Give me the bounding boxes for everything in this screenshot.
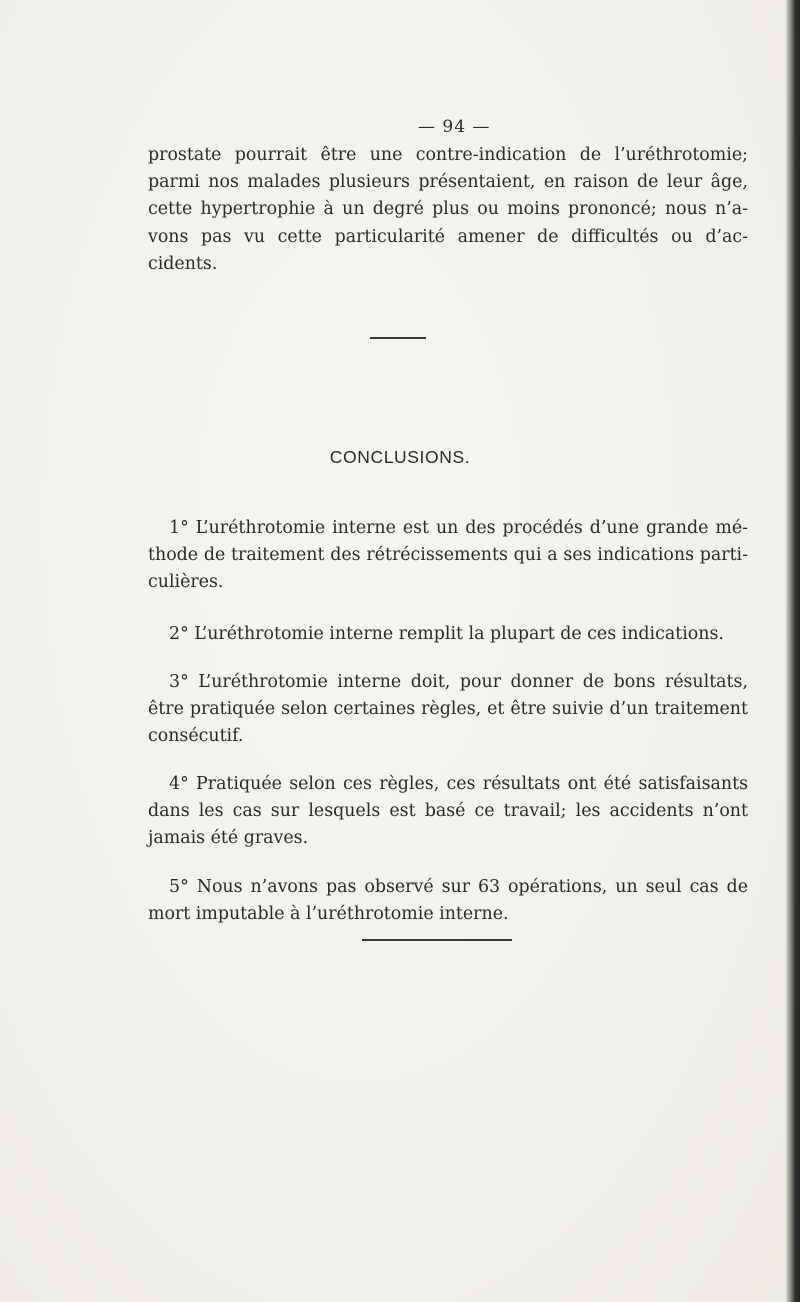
section-heading: CONCLUSIONS. [329,447,471,467]
section-divider [370,337,426,339]
intro-paragraph: prostate pourrait être une contre-indication de l’uréthrotomie; parmi nos malades plusieurs présentaient, en raison de leur âge, cette hypertrophie à un degré plus ou moins prononcé; nous n’a-vons pas vu cette particularité amener de difficultés ou d’ac-cidents. [148,145,748,274]
conclusion-4: 4° Pratiquée selon ces règles, ces résultats ont été satisfaisants dans les cas sur lesquels est basé ce travail; les accidents n’ont jamais été graves. [148,774,748,849]
conclusion-3: 3° L’uréthrotomie interne doit, pour donner de bons résultats, être pratiquée selon certaines règles, et être suivie d’un traitement consécutif. [148,672,748,747]
page-number: — 94 — [418,117,491,137]
end-divider [362,939,512,941]
conclusion-1: 1° L’uréthrotomie interne est un des procédés d’une grande mé-thode de traitement des rétrécissements qui a ses indications parti-culières. [148,518,748,593]
conclusion-5: 5° Nous n’avons pas observé sur 63 opérations, un seul cas de mort imputable à l’uréthrotomie interne. [148,877,748,925]
conclusion-2: 2° L’uréthrotomie interne remplit la plupart de ces indications. [169,624,724,644]
scan-edge-shadow [786,0,800,1302]
